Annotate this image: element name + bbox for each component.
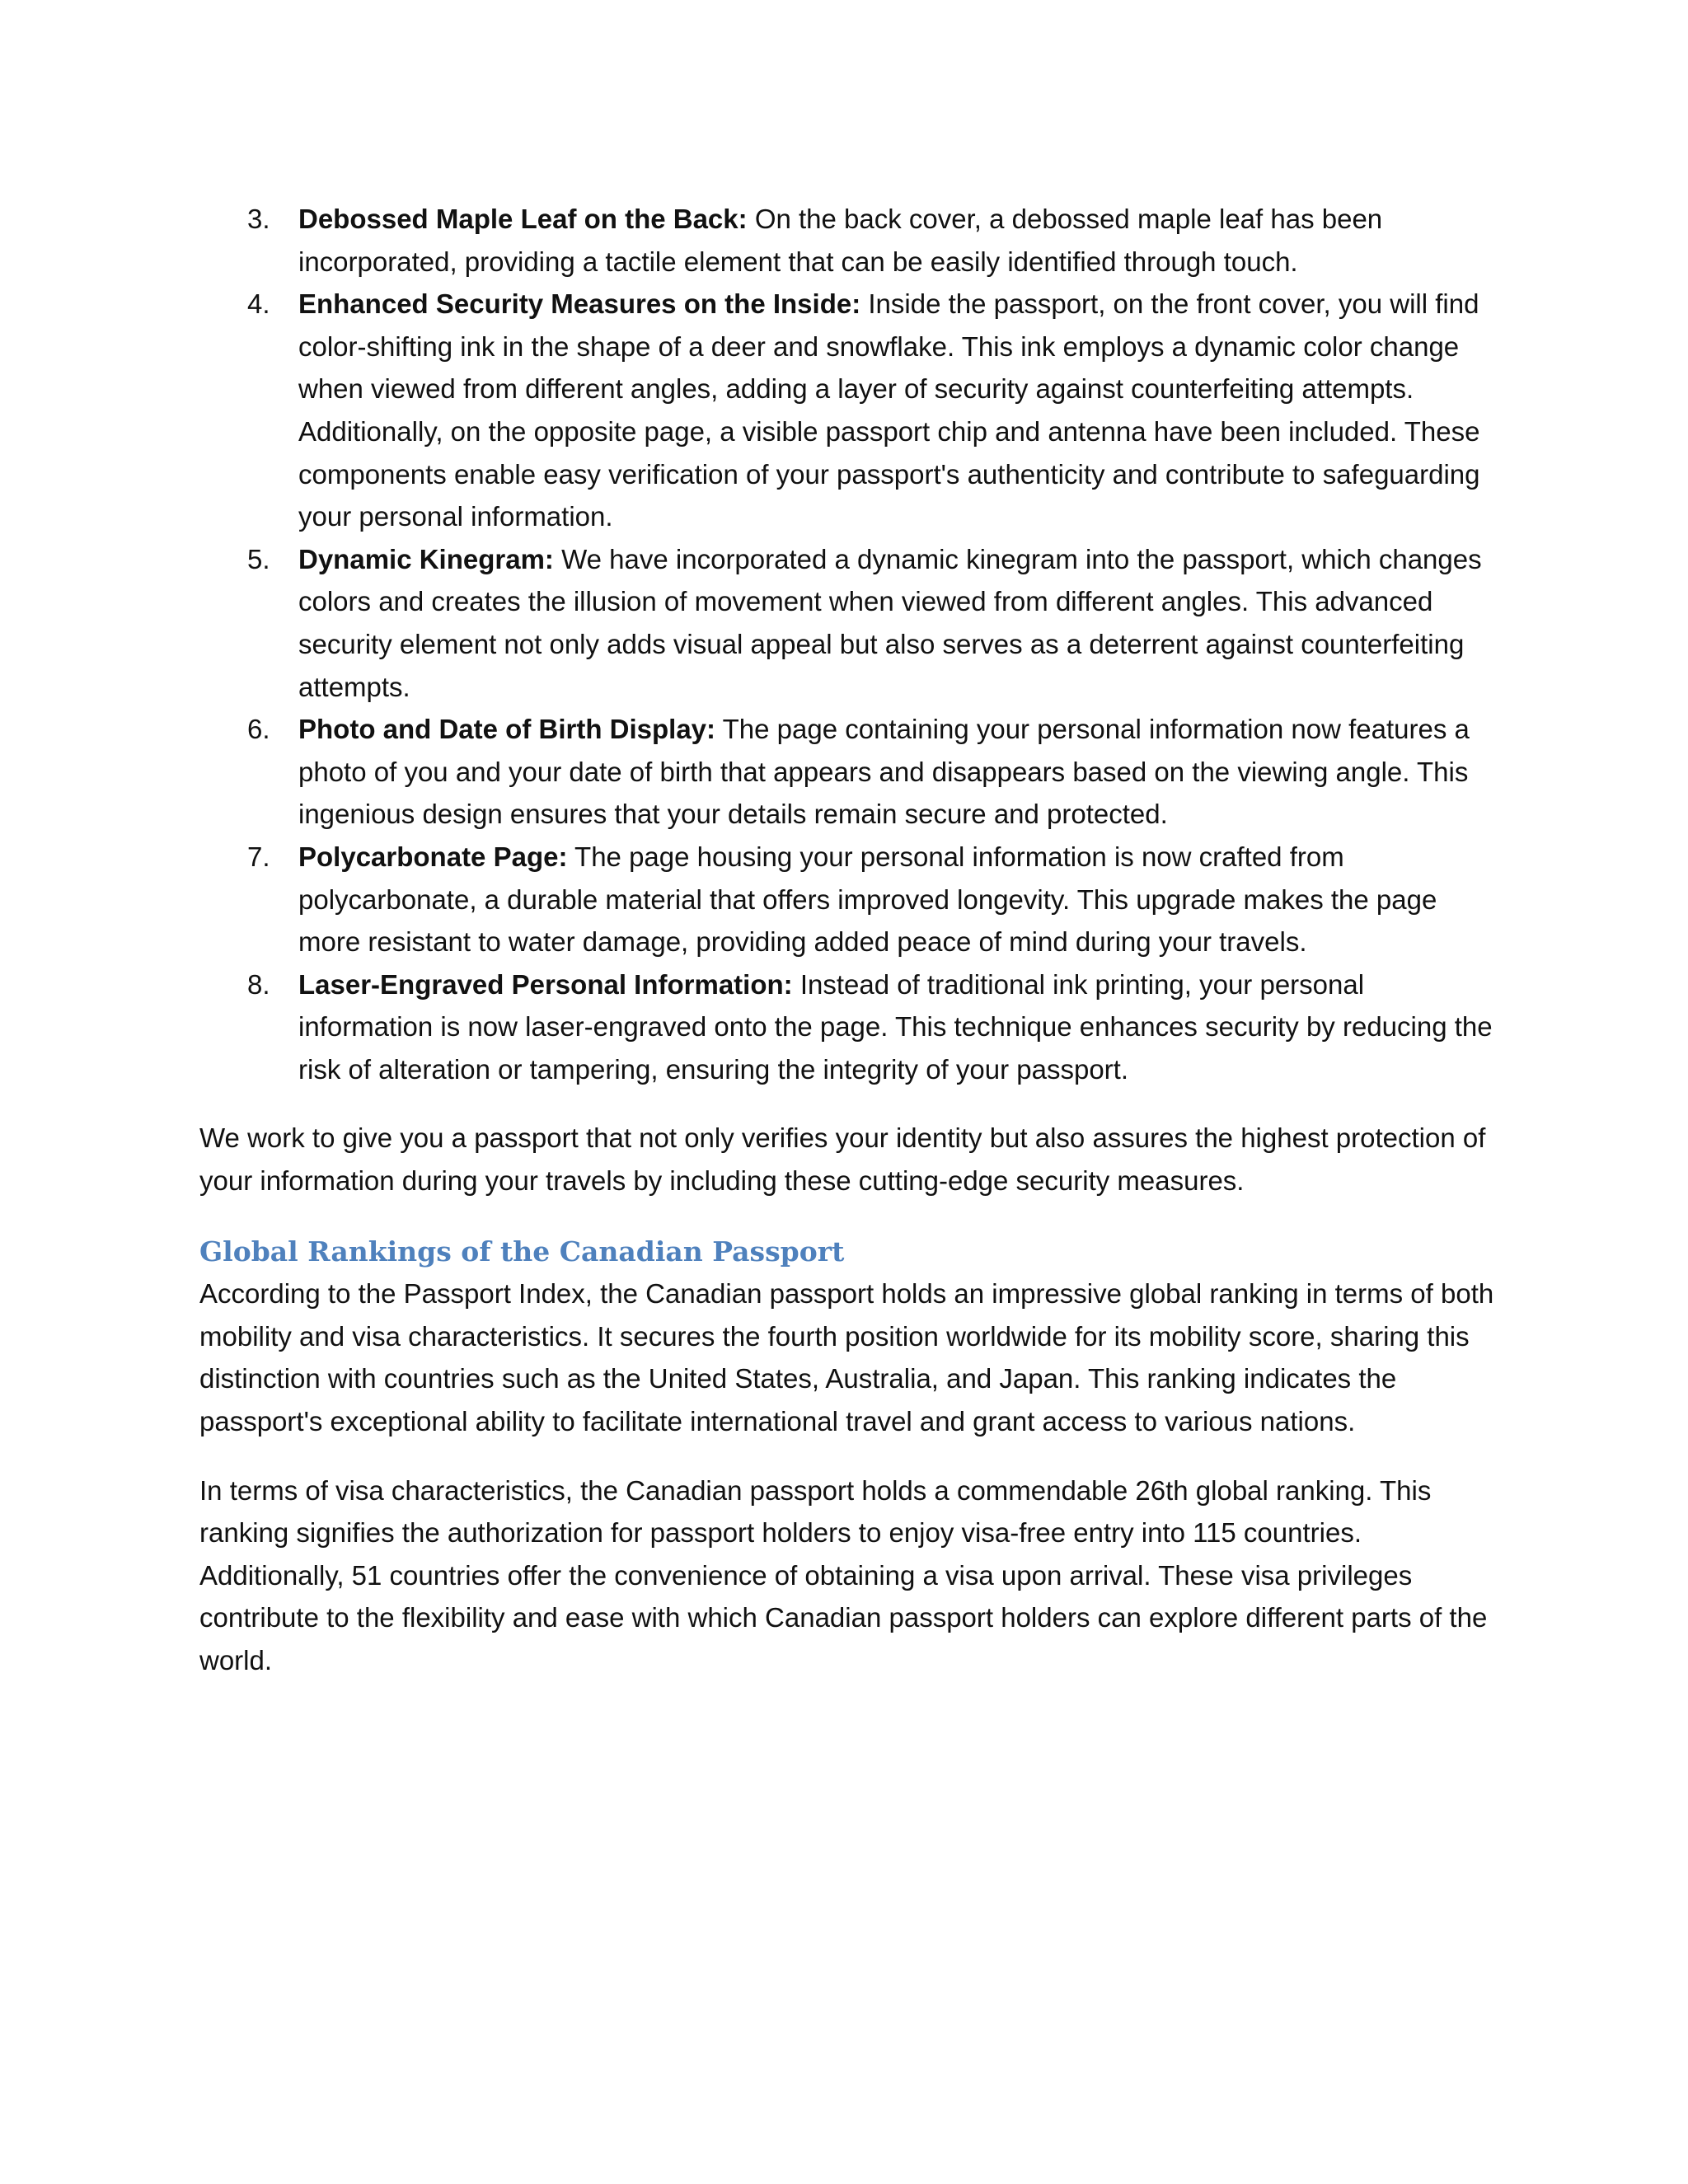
list-item-number: 4. — [247, 288, 270, 320]
list-item-text: We have incorporated a dynamic kinegram into the passport, which changes colors and creates the illusion of movement when viewed from different angles. This advanced security element not only adds visual appeal but also serves as a deterrent against counterfeiting attempts. — [298, 543, 1482, 702]
list-item-number: 6. — [247, 714, 270, 745]
list-item — [199, 836, 1502, 963]
section-heading: Global Rankings of the Canadian Passport — [199, 1235, 845, 1268]
list-item-number: 7. — [247, 841, 270, 872]
security-features-list — [199, 198, 1502, 1090]
list-item-text: On the back cover, a debossed maple leaf has been incorporated, providing a tactile element that can be easily identified through touch. — [298, 204, 1383, 277]
list-item-title: Debossed Maple Leaf on the Back: — [298, 204, 748, 234]
list-item-number: 5. — [247, 543, 270, 574]
list-item-title: Polycarbonate Page: — [298, 841, 568, 872]
list-item-title: Photo and Date of Birth Display: — [298, 714, 716, 745]
list-item — [199, 963, 1502, 1091]
list-item-text: The page containing your personal information now features a photo of you and your date of birth that appears and disappears based on the viewing angle. This ingenious design ensures that your details remain secure and protected. — [298, 714, 1470, 830]
list-item-title: Dynamic Kinegram: — [298, 543, 554, 574]
list-item-title: Enhanced Security Measures on the Inside: — [298, 288, 861, 320]
rankings-paragraph-visa: In terms of visa characteristics, the Canadian passport holds a commendable 26th global ranking. This ranking signifies the authorization for passport holders to enjoy visa-free entry into 115 countries. Additionally, 51 countries offer the convenience of obtaining a visa upon arrival. These visa privileges contribute to the flexibility and ease with which Canadian passport holders can explore different parts of the world. — [199, 1474, 1488, 1675]
list-item-text: Instead of traditional ink printing, your personal information is now laser-engraved onto the page. This technique enhances security by reducing the risk of alteration or tampering, ensuring the integrity of your passport. — [298, 968, 1493, 1085]
list-item-text: Inside the passport, on the front cover, you will find color-shifting ink in the shape of a deer and snowflake. This ink employs a dynamic color change when viewed from different angles, adding a layer of security against counterfeiting attempts. Additionally, on the opposite page, a visible passport chip and antenna have been included. These components enable easy verification of your passport's authenticity and contribute to safeguarding your personal information. — [298, 288, 1480, 532]
list-item — [199, 198, 1502, 283]
list-item — [199, 708, 1502, 836]
list-item — [199, 283, 1502, 538]
list-item-number: 3. — [247, 204, 270, 234]
list-item-number: 8. — [247, 968, 270, 1000]
list-item — [199, 538, 1502, 708]
document-body — [199, 198, 1502, 1682]
closing-paragraph: We work to give you a passport that not only verifies your identity but also assures the highest protection of your information during your travels by including these cutting-edge security measures. — [199, 1122, 1486, 1197]
rankings-paragraph-mobility: According to the Passport Index, the Canadian passport holds an impressive global ranking in terms of both mobility and visa characteristics. It secures the fourth position worldwide for its mobility score, sharing this distinction with countries such as the United States, Australia, and Japan. This ranking indicates the passport's exceptional ability to facilitate international travel and grant access to various nations. — [199, 1278, 1494, 1437]
list-item-title: Laser-Engraved Personal Information: — [298, 968, 793, 1000]
list-item-text: The page housing your personal information is now crafted from polycarbonate, a durable material that offers improved longevity. This upgrade makes the page more resistant to water damage, providing added peace of mind during your travels. — [298, 841, 1437, 958]
